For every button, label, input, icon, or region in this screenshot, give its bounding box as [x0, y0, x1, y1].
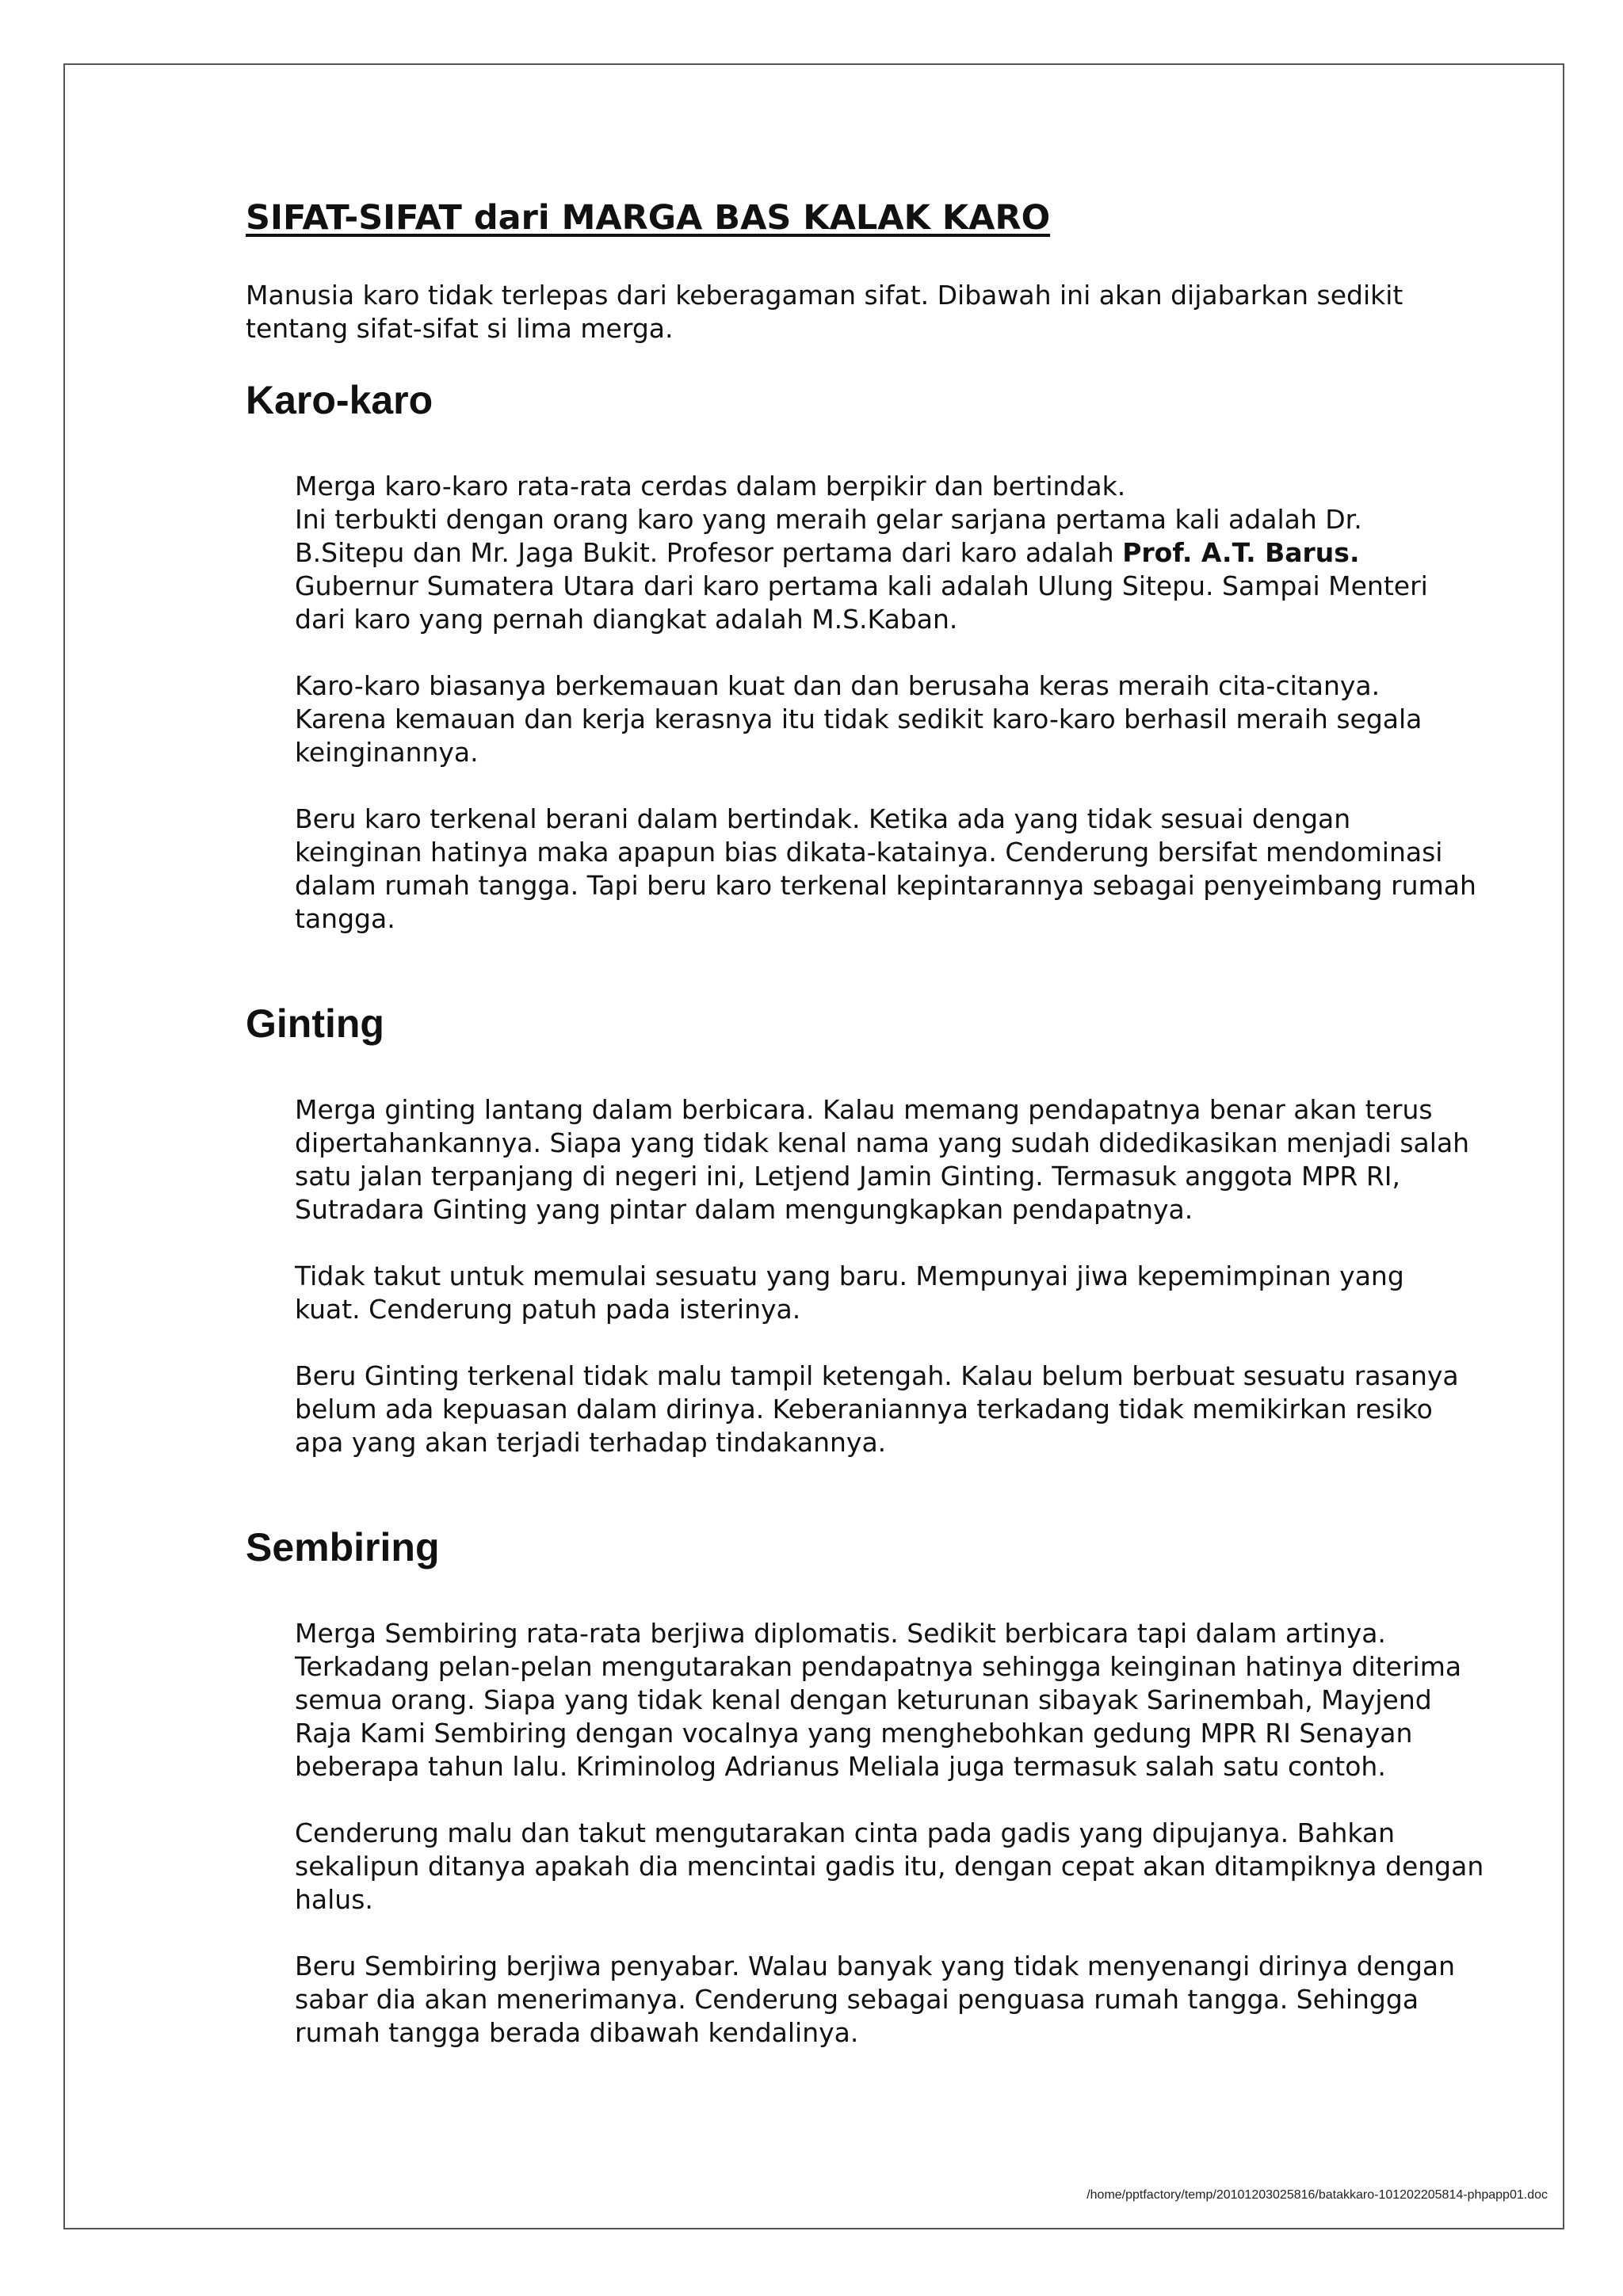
section-heading-ginting: Ginting [246, 1001, 384, 1046]
section-body-karo-karo [295, 470, 1561, 936]
paragraph: Merga ginting lantang dalam berbicara. Kalau memang pendapatnya benar akan terus dipertahankannya. Siapa yang tidak kenal nama yang sudah didedikasikan menjadi salah satu jalan terpanjang di negeri ini, Letjend Jamin Ginting. Termasuk anggota MPR RI, Sutradara Ginting yang pintar dalam mengungkapkan pendapatnya. [295, 1093, 1470, 1225]
section-body-sembiring [295, 1617, 1561, 2050]
section-body-ginting [295, 1093, 1561, 1459]
paragraph: Beru Sembiring berjiwa penyabar. Walau banyak yang tidak menyenangi dirinya dengan sabar dia akan menerimanya. Cenderung sebagai penguasa rumah tangga. Sehingga rumah tangga berada dibawah kendalinya. [295, 1950, 1456, 2048]
section-heading-karo-karo: Karo-karo [246, 377, 433, 422]
section-heading-sembiring: Sembiring [246, 1524, 440, 1569]
document-title: SIFAT-SIFAT dari MARGA BAS KALAK KARO [246, 198, 1051, 238]
document-content [246, 198, 1561, 2083]
paragraph: Cenderung malu dan takut mengutarakan cinta pada gadis yang dipujanya. Bahkan sekalipun ditanya apakah dia mencintai gadis itu, dengan cepat akan ditampiknya dengan halus. [295, 1817, 1484, 1915]
paragraph: Tidak takut untuk memulai sesuatu yang baru. Mempunyai jiwa kepemimpinan yang kuat. Cenderung patuh pada isterinya. [295, 1260, 1404, 1325]
section-karo-karo [246, 379, 1561, 936]
paragraph: Karo-karo biasanya berkemauan kuat dan dan berusaha keras meraih cita-citanya. Karena kemauan dan kerja kerasnya itu tidak sedikit karo-karo berhasil meraih segala keinginannya. [295, 669, 1423, 768]
paragraph-text: Merga karo-karo rata-rata cerdas dalam berpikir dan bertindak. Ini terbukti dengan orang karo yang meraih gelar sarjana pertama kali adalah Dr. B.Sitepu dan Mr. Jaga Bukit. Profesor pertama dari karo adalah [295, 470, 1362, 568]
paragraph-text: Gubernur Sumatera Utara dari karo pertama kali adalah Ulung Sitepu. Sampai Menteri dari karo yang pernah diangkat adalah M.S.Kaban. [295, 570, 1428, 635]
paragraph: Merga Sembiring rata-rata berjiwa diplomatis. Sedikit berbicara tapi dalam artinya. Terkadang pelan-pelan mengutarakan pendapatnya sehingga keinginan hatinya diterima semua orang. Siapa yang tidak kenal dengan keturunan sibayak Sarinembah, Mayjend Raja Kami Sembiring dengan vocalnya yang menghebohkan gedung MPR RI Senayan beberapa tahun lalu. Kriminolog Adrianus Meliala juga termasuk salah satu contoh. [295, 1617, 1462, 1782]
paragraph: Beru Ginting terkenal tidak malu tampil ketengah. Kalau belum berbuat sesuatu rasanya belum ada kepuasan dalam dirinya. Keberaniannya terkadang tidak memikirkan resiko apa yang akan terjadi terhadap tindakannya. [295, 1360, 1459, 1458]
bold-name: Prof. A.T. Barus. [1122, 536, 1360, 568]
paragraph: Beru karo terkenal berani dalam bertindak. Ketika ada yang tidak sesuai dengan keinginan hatinya maka apapun bias dikata-katainya. Cenderung bersifat mendominasi dalam rumah tangga. Tapi beru karo terkenal kepintarannya sebagai penyeimbang rumah tangga. [295, 803, 1476, 934]
footer-file-path: /home/pptfactory/temp/20101203025816/batakkaro-101202205814-phpapp01.doc [1086, 2188, 1548, 2202]
section-sembiring [246, 1526, 1561, 2050]
paragraph [295, 470, 1561, 636]
section-ginting [246, 1002, 1561, 1459]
intro-paragraph: Manusia karo tidak terlepas dari keberagaman sifat. Dibawah ini akan dijabarkan sedikit tentang sifat-sifat si lima merga. [246, 279, 1403, 344]
